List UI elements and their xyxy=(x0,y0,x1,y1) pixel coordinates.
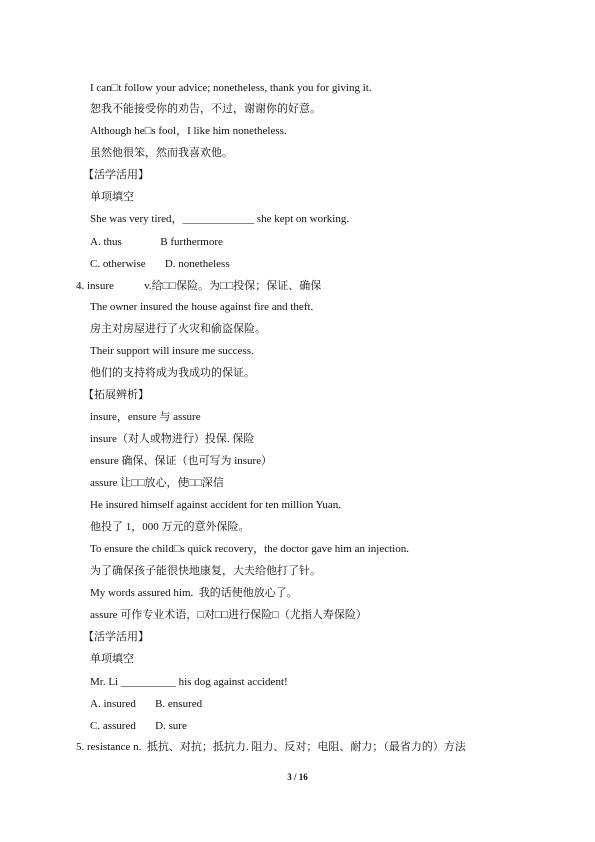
text-line: I can□t follow your advice; nonetheless, thank you for giving it. xyxy=(90,82,372,94)
text-line: insure（对人或物进行）投保. 保险 xyxy=(90,433,255,445)
text-line: 房主对房屋进行了火灾和偷盗保险。 xyxy=(90,323,266,335)
text-line: Although he□s fool，I like him nonetheless. xyxy=(90,125,287,137)
answer-options: A. thus B furthermore xyxy=(90,236,223,248)
text-line: 为了确保孩子能很快地康复，大夫给他打了针。 xyxy=(90,565,321,577)
text-line: Their support will insure me success. xyxy=(90,345,254,357)
text-line: He insured himself against accident for ten million Yuan. xyxy=(90,499,341,511)
text-line: 他们的支持将成为我成功的保证。 xyxy=(90,367,255,379)
page-number: 3 / 16 xyxy=(287,772,308,782)
text-line: 恕我不能接受你的劝告，不过，谢谢你的好意。 xyxy=(90,103,321,115)
section-heading: 【拓展辨析】 xyxy=(83,389,149,401)
answer-options: C. otherwise D. nonetheless xyxy=(90,258,230,270)
answer-options: A. insured B. ensured xyxy=(90,698,203,710)
text-line: 单项填空 xyxy=(90,653,134,665)
text-line: assure 让□□放心，使□□深信 xyxy=(90,477,224,489)
text-line: ensure 确保、保证（也可写为 insure） xyxy=(90,455,273,467)
vocab-entry: 5. resistance n. 抵抗、对抗；抵抗力. 阻力、反对；电阻、耐力；（最省力的）方法 xyxy=(76,741,466,753)
text-line: My words assured him. 我的话使他放心了。 xyxy=(90,587,298,599)
text-line: insure，ensure 与 assure xyxy=(90,411,201,423)
question-line: Mr. Li __________ his dog against accident! xyxy=(90,676,288,688)
section-heading: 【活学活用】 xyxy=(83,631,149,643)
text-line: To ensure the child□s quick recovery，the doctor gave him an injection. xyxy=(90,543,409,555)
text-line: 他投了 1，000 万元的意外保险。 xyxy=(90,521,250,533)
vocab-entry: 4. insure v.给□□保险。为□□投保；保证、确保 xyxy=(76,280,322,292)
section-heading: 【活学活用】 xyxy=(83,169,149,181)
text-line: The owner insured the house against fire and theft. xyxy=(90,301,314,313)
text-line: 虽然他很笨，然而我喜欢他。 xyxy=(90,147,233,159)
answer-options: C. assured D. sure xyxy=(90,720,187,732)
text-line: assure 可作专业术语，□对□□进行保险□（尤指人寿保险） xyxy=(90,609,367,621)
text-line: 单项填空 xyxy=(90,191,134,203)
question-line: She was very tired，_____________ she kept on working. xyxy=(90,213,350,225)
